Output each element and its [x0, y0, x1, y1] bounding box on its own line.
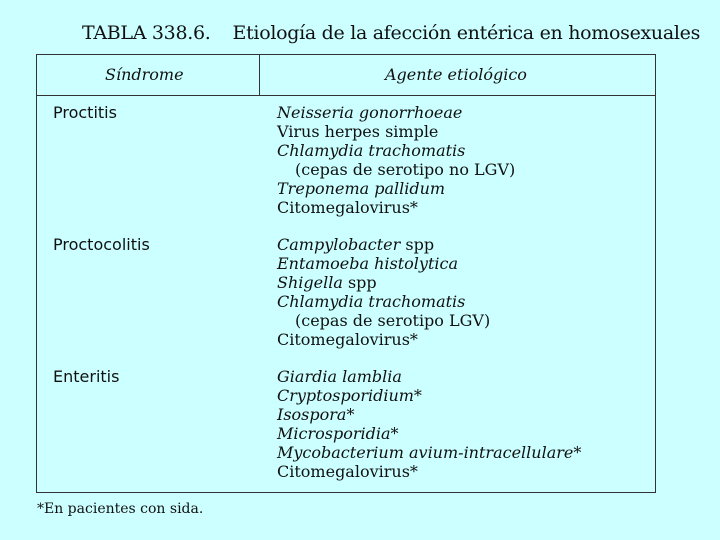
header-syndrome: Síndrome — [105, 65, 184, 84]
table-number: TABLA 338.6. — [82, 22, 211, 44]
agent-list — [277, 103, 515, 217]
agent-item: Microsporidia* — [277, 424, 399, 443]
header-divider — [259, 55, 260, 95]
table-title — [82, 22, 700, 44]
syndrome-label: Enteritis — [53, 367, 120, 386]
syndrome-label: Proctitis — [53, 103, 117, 122]
etiology-table — [36, 54, 656, 493]
agent-item: Neisseria gonorrhoeae — [277, 103, 463, 122]
agent-item: Cryptosporidium* — [277, 386, 422, 405]
table-title-text: Etiología de la afección entérica en homosexuales — [232, 22, 701, 44]
agent-item: (cepas de serotipo no LGV) — [295, 160, 516, 179]
agent-list — [277, 235, 490, 349]
agent-item: (cepas de serotipo LGV) — [295, 311, 491, 330]
header-agent: Agente etiológico — [385, 65, 527, 84]
agent-item: Shigella spp — [277, 273, 377, 292]
agent-item: Giardia lamblia — [277, 367, 402, 386]
agent-item: Citomegalovirus* — [277, 330, 418, 349]
agent-item: Campylobacter spp — [277, 235, 435, 254]
agent-item: Entamoeba histolytica — [277, 254, 458, 273]
agent-item: Mycobacterium avium-intracellulare* — [277, 443, 582, 462]
syndrome-label: Proctocolitis — [53, 235, 150, 254]
agent-item: Isospora* — [277, 405, 355, 424]
agent-item: Chlamydia trachomatis — [277, 292, 466, 311]
agent-item: Virus herpes simple — [277, 122, 439, 141]
agent-item: Citomegalovirus* — [277, 462, 418, 481]
agent-item: Citomegalovirus* — [277, 198, 418, 217]
table-header — [37, 55, 655, 96]
agent-item: Treponema pallidum — [277, 179, 446, 198]
agent-item: Chlamydia trachomatis — [277, 141, 466, 160]
footnote: *En pacientes con sida. — [37, 501, 204, 517]
agent-list — [277, 367, 581, 481]
